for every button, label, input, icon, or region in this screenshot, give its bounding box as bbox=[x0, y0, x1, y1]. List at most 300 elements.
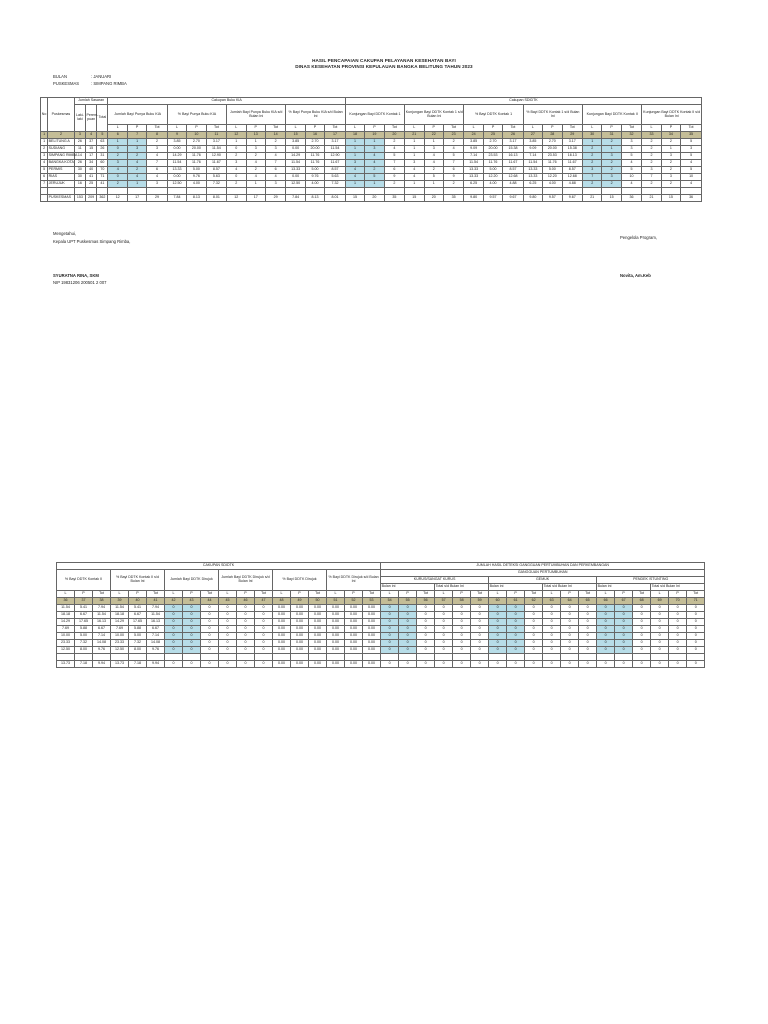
table-cell: 12.20 bbox=[543, 174, 562, 181]
table-cell: 2 bbox=[127, 167, 146, 174]
table-cell: 0 bbox=[633, 640, 651, 647]
group-g10: Kunjungan Bayi DDTK Kontak II s/d Bulan Ini bbox=[642, 105, 702, 125]
table-cell: 0 bbox=[651, 647, 669, 654]
table-cell: 0 bbox=[417, 626, 435, 633]
table-cell: 0 bbox=[471, 612, 489, 619]
total-cell: 0 bbox=[453, 661, 471, 668]
group-g7: % Bayi DDTK Kontak 1 bbox=[464, 105, 523, 125]
table-cell: 0 bbox=[615, 605, 633, 612]
table-cell: 9 bbox=[384, 174, 404, 181]
table-cell: 3 bbox=[265, 146, 285, 153]
lpt-head: L bbox=[227, 125, 246, 132]
table-cell: 0 bbox=[543, 640, 561, 647]
table-row bbox=[41, 146, 702, 153]
total-cell: 35 bbox=[384, 195, 404, 202]
table-cell: 11.67 bbox=[503, 160, 523, 167]
table-cell: 4 bbox=[147, 174, 167, 181]
table-cell: 3.85 bbox=[464, 139, 483, 146]
table-cell: 5 bbox=[681, 153, 702, 160]
column-number: 31 bbox=[602, 132, 621, 139]
table-cell: 0 bbox=[165, 619, 183, 626]
empty-cell bbox=[381, 654, 399, 661]
empty-cell bbox=[345, 188, 364, 195]
table-cell: 0 bbox=[381, 612, 399, 619]
table-cell: 11 bbox=[74, 146, 85, 153]
table-cell: 4 bbox=[227, 167, 246, 174]
table-cell: 30 bbox=[74, 167, 85, 174]
table-cell: 0 bbox=[543, 605, 561, 612]
table-cell: 1 bbox=[365, 139, 384, 146]
table-cell: 4 bbox=[424, 160, 443, 167]
table-cell: 0 bbox=[615, 647, 633, 654]
table-cell: 0 bbox=[453, 633, 471, 640]
empty-cell bbox=[661, 188, 680, 195]
empty-cell bbox=[237, 654, 255, 661]
table-cell: 0 bbox=[471, 640, 489, 647]
table-cell: 4 bbox=[108, 167, 127, 174]
table-cell: 0 bbox=[417, 619, 435, 626]
puskesmas-value: : SIMPANG RIMBA bbox=[91, 81, 127, 86]
table-cell: 3 bbox=[265, 181, 285, 188]
lpt-head: P bbox=[483, 125, 502, 132]
total-cell: 0 bbox=[399, 661, 417, 668]
table-cell: 0.00 bbox=[363, 626, 381, 633]
empty-cell bbox=[85, 188, 96, 195]
table-cell: 14.29 bbox=[57, 619, 75, 626]
column-number: 27 bbox=[523, 132, 542, 139]
table-cell: 5 bbox=[621, 153, 641, 160]
table-cell: 0 bbox=[435, 619, 453, 626]
table-cell: 0 bbox=[237, 626, 255, 633]
total-cell: 0 bbox=[579, 661, 597, 668]
lpt-head: L bbox=[286, 125, 305, 132]
table-cell: 7 bbox=[443, 160, 463, 167]
table-cell: 0.00 bbox=[363, 647, 381, 654]
table-cell: 0 bbox=[525, 626, 543, 633]
empty-cell bbox=[435, 654, 453, 661]
table-cell: 4 bbox=[265, 153, 285, 160]
total-cell: 0 bbox=[237, 661, 255, 668]
table-cell: 0 bbox=[453, 605, 471, 612]
table-cell: 0 bbox=[201, 626, 219, 633]
column-number: 12 bbox=[227, 132, 246, 139]
table-cell: 0 bbox=[687, 633, 705, 640]
lpt-head: P bbox=[365, 125, 384, 132]
table-cell: 0.00 bbox=[291, 647, 309, 654]
table-cell: 14 bbox=[74, 153, 85, 160]
table-cell: 0 bbox=[183, 626, 201, 633]
column-number: 40 bbox=[129, 598, 147, 605]
empty-cell bbox=[582, 188, 601, 195]
table-cell: 0.00 bbox=[327, 605, 345, 612]
table-cell: 0 bbox=[435, 612, 453, 619]
table-cell: 2 bbox=[227, 181, 246, 188]
table-cell: 1 bbox=[661, 146, 680, 153]
table-cell: 0 bbox=[543, 626, 561, 633]
column-number: 36 bbox=[57, 598, 75, 605]
table-cell: 2 bbox=[246, 167, 265, 174]
table-cell: 0.00 bbox=[273, 647, 291, 654]
table-cell: 7.69 bbox=[57, 626, 75, 633]
table-cell: 0 bbox=[165, 612, 183, 619]
lpt-head: Tot bbox=[309, 591, 327, 598]
column-number: 57 bbox=[435, 598, 453, 605]
table-cell: 0.00 bbox=[309, 640, 327, 647]
col-no: No bbox=[41, 98, 48, 132]
table-cell: 0 bbox=[381, 619, 399, 626]
table-cell: 12.50 bbox=[167, 181, 186, 188]
total-cell: 0 bbox=[417, 661, 435, 668]
column-number: 25 bbox=[483, 132, 502, 139]
table-cell: 0 bbox=[471, 626, 489, 633]
table-cell: 0 bbox=[561, 647, 579, 654]
table-cell: 0 bbox=[453, 647, 471, 654]
table-cell: 0 bbox=[399, 640, 417, 647]
table-cell: 3 bbox=[621, 146, 641, 153]
lpt-head: Tot bbox=[525, 591, 543, 598]
table-cell: 0 bbox=[201, 640, 219, 647]
table-cell: 11.76 bbox=[543, 160, 562, 167]
table-cell: 0.00 bbox=[309, 626, 327, 633]
total-cell: 15 bbox=[661, 195, 680, 202]
table-cell: 16.13 bbox=[93, 619, 111, 626]
table-cell: 10.00 bbox=[111, 633, 129, 640]
table-cell: 0.00 bbox=[291, 626, 309, 633]
table-cell: 0 bbox=[489, 612, 507, 619]
lpt-head: L bbox=[57, 591, 75, 598]
table-cell: 4 bbox=[681, 160, 702, 167]
table-cell: 11.54 bbox=[464, 160, 483, 167]
total-cell: 0 bbox=[633, 661, 651, 668]
table-cell: 9 bbox=[443, 174, 463, 181]
table-cell: 0 bbox=[435, 633, 453, 640]
table-cell: 3 bbox=[582, 167, 601, 174]
table-cell: 23.33 bbox=[57, 640, 75, 647]
column-number: 38 bbox=[93, 598, 111, 605]
empty-cell bbox=[363, 654, 381, 661]
column-number: 16 bbox=[305, 132, 324, 139]
empty-cell bbox=[183, 654, 201, 661]
empty-cell bbox=[597, 654, 615, 661]
table-cell: 0 bbox=[687, 647, 705, 654]
table-cell: 25 bbox=[85, 181, 96, 188]
table-cell: 3 bbox=[602, 174, 621, 181]
table-cell: 0 bbox=[453, 619, 471, 626]
table-cell: 9.76 bbox=[93, 647, 111, 654]
lpt-head: P bbox=[602, 125, 621, 132]
table-cell: 3.17 bbox=[325, 139, 346, 146]
total-cell: 7.84 bbox=[286, 195, 305, 202]
column-number: 20 bbox=[384, 132, 404, 139]
table-cell: 0 bbox=[237, 647, 255, 654]
column-number: 39 bbox=[111, 598, 129, 605]
table-cell: 70 bbox=[97, 167, 108, 174]
table-cell: 0 bbox=[543, 633, 561, 640]
table-cell: 0 bbox=[633, 633, 651, 640]
table-cell: 0 bbox=[165, 626, 183, 633]
table-cell: 0 bbox=[579, 633, 597, 640]
kurus-total-sd: Total s/d Bulan Ini bbox=[435, 584, 489, 591]
table-cell: 5.00 bbox=[187, 167, 206, 174]
table-cell: 0 bbox=[543, 647, 561, 654]
empty-cell bbox=[681, 188, 702, 195]
table-cell: 34 bbox=[85, 160, 96, 167]
table-cell: 11.76 bbox=[187, 160, 206, 167]
column-number: 10 bbox=[187, 132, 206, 139]
table-cell: 17.65 bbox=[129, 619, 147, 626]
group-g2: % Bayi Punya Buku KIA bbox=[167, 105, 226, 125]
lpt-head: P bbox=[246, 125, 265, 132]
table-cell: 0.00 bbox=[167, 146, 186, 153]
empty-cell bbox=[579, 654, 597, 661]
table-cell: 2 bbox=[365, 167, 384, 174]
table-cell: 0.00 bbox=[345, 605, 363, 612]
empty-cell bbox=[471, 654, 489, 661]
table-cell: 3 bbox=[602, 153, 621, 160]
table-cell: 11.54 bbox=[57, 605, 75, 612]
table-cell: 2 bbox=[265, 139, 285, 146]
table-cell: 7 bbox=[41, 181, 48, 188]
total-cell: 0 bbox=[381, 661, 399, 668]
table-cell: 0 bbox=[579, 612, 597, 619]
spacer-row bbox=[57, 654, 705, 661]
table-cell: 0 bbox=[597, 612, 615, 619]
total-cell: 0.00 bbox=[363, 661, 381, 668]
column-number: 58 bbox=[453, 598, 471, 605]
table-cell: 0 bbox=[615, 612, 633, 619]
table-cell: 0 bbox=[201, 619, 219, 626]
column-number: 30 bbox=[582, 132, 601, 139]
table-cell: 2 bbox=[108, 181, 127, 188]
table-cell: 0.00 bbox=[345, 640, 363, 647]
table-cell: 0 bbox=[381, 647, 399, 654]
lpt-head: P bbox=[129, 591, 147, 598]
table-cell: 0 bbox=[561, 612, 579, 619]
column-number: 17 bbox=[325, 132, 346, 139]
table-cell: 0 bbox=[615, 626, 633, 633]
lpt-head: P bbox=[661, 125, 680, 132]
table-cell: 11.54 bbox=[206, 146, 226, 153]
total-cell: 0 bbox=[219, 661, 237, 668]
total-cell: 0.00 bbox=[291, 661, 309, 668]
total-cell: 0 bbox=[525, 661, 543, 668]
column-number: 1 bbox=[41, 132, 48, 139]
group-g6: Kunjungan Bayi DDTK Kontak 1 s/d Bulan Ini bbox=[405, 105, 464, 125]
column-number: 67 bbox=[615, 598, 633, 605]
table-cell: 1 bbox=[424, 139, 443, 146]
table-cell: 0.00 bbox=[363, 605, 381, 612]
lpt-head: Tot bbox=[471, 591, 489, 598]
lpt-head: P bbox=[291, 591, 309, 598]
table-cell: 7 bbox=[582, 174, 601, 181]
table-cell: 0 bbox=[219, 612, 237, 619]
table-cell: 2 bbox=[602, 181, 621, 188]
empty-cell bbox=[41, 188, 48, 195]
table-cell: 0.00 bbox=[291, 633, 309, 640]
table-cell: 1 bbox=[582, 139, 601, 146]
lpt-head: Tot bbox=[201, 591, 219, 598]
total-cell: 0 bbox=[165, 661, 183, 668]
table-cell: 2 bbox=[246, 153, 265, 160]
table-cell: 0 bbox=[525, 647, 543, 654]
table-cell: 6 bbox=[41, 174, 48, 181]
group-h6: % Bayi DDTK Dirujuk s/d Bulan Ini bbox=[327, 570, 381, 591]
table-cell: 0.00 bbox=[327, 612, 345, 619]
column-number: 45 bbox=[219, 598, 237, 605]
empty-cell bbox=[201, 654, 219, 661]
total-cell: 0 bbox=[471, 661, 489, 668]
table-row bbox=[41, 139, 702, 146]
table-cell: 0 bbox=[507, 612, 525, 619]
table-cell: 3 bbox=[147, 181, 167, 188]
table-cell: PERMIS bbox=[48, 167, 75, 174]
total-cell: 12 bbox=[227, 195, 246, 202]
lpt-head: P bbox=[424, 125, 443, 132]
table-cell: 2 bbox=[147, 139, 167, 146]
column-number: 65 bbox=[579, 598, 597, 605]
total-cell: 15 bbox=[405, 195, 424, 202]
table-cell: 3 bbox=[246, 146, 265, 153]
table-cell: 0 bbox=[543, 619, 561, 626]
table-cell: 37 bbox=[85, 139, 96, 146]
table-cell: 6 bbox=[147, 167, 167, 174]
total-cell: 7.84 bbox=[167, 195, 186, 202]
table-cell: 18.18 bbox=[111, 612, 129, 619]
table-cell: 7 bbox=[642, 174, 661, 181]
table-cell: 26 bbox=[74, 139, 85, 146]
table-cell: 0 bbox=[417, 633, 435, 640]
total-cell: 0 bbox=[543, 661, 561, 668]
table-cell: 0 bbox=[237, 605, 255, 612]
empty-cell bbox=[147, 188, 167, 195]
table-cell: 8.57 bbox=[325, 167, 346, 174]
table-cell: 0.00 bbox=[327, 633, 345, 640]
table-cell: 14.08 bbox=[147, 640, 165, 647]
total-cell: 20 bbox=[365, 195, 384, 202]
total-cell: PUSKESMAS bbox=[48, 195, 75, 202]
column-number: 28 bbox=[543, 132, 562, 139]
lpt-head: P bbox=[507, 591, 525, 598]
sig-right-name: Novita, Am.Keb bbox=[620, 273, 651, 278]
table-cell: 0 bbox=[687, 605, 705, 612]
table-cell: 4 bbox=[246, 174, 265, 181]
table-cell: 0 bbox=[507, 647, 525, 654]
group-g3: Jumlah Bayi Punya Buku KIA s/d Bulan Ini bbox=[227, 105, 286, 125]
lpt-head: L bbox=[651, 591, 669, 598]
table-cell: 11.76 bbox=[305, 153, 324, 160]
total-cell: 8.13 bbox=[187, 195, 206, 202]
sig-left-line2: Kepala UPT Puskesmas Simpang Rimba, bbox=[53, 239, 131, 244]
lpt-head: Tot bbox=[562, 125, 582, 132]
table-cell: 17.65 bbox=[75, 619, 93, 626]
table-cell: 0 bbox=[381, 640, 399, 647]
table-cell: 7.32 bbox=[206, 181, 226, 188]
table-cell: 4 bbox=[621, 160, 641, 167]
table-cell: 5.00 bbox=[75, 633, 93, 640]
table-cell: 3 bbox=[621, 139, 641, 146]
lpt-head: L bbox=[165, 591, 183, 598]
col-perempuan: Perem-puan bbox=[85, 105, 96, 132]
total-cell: 0 bbox=[651, 661, 669, 668]
table-cell: 11.54 bbox=[523, 160, 542, 167]
table-cell: 13.33 bbox=[464, 167, 483, 174]
table-cell: 2 bbox=[642, 181, 661, 188]
sig-left-name: SYURATNA RINA, SKM bbox=[53, 273, 99, 278]
group-cakupan-sdidtk-2: CAKUPAN SDIDTK bbox=[57, 563, 381, 570]
table-cell: 0 bbox=[219, 605, 237, 612]
table-cell: SIMPANG RIMBA bbox=[48, 153, 75, 160]
table-cell: 0.00 bbox=[309, 647, 327, 654]
table-cell: 3 bbox=[108, 160, 127, 167]
empty-cell bbox=[187, 188, 206, 195]
table-cell: 0 bbox=[615, 640, 633, 647]
table-cell: 0 bbox=[453, 626, 471, 633]
table-cell: 31 bbox=[97, 153, 108, 160]
table-cell: 15 bbox=[85, 146, 96, 153]
empty-cell bbox=[525, 654, 543, 661]
lpt-header-row bbox=[41, 125, 702, 132]
column-number: 24 bbox=[464, 132, 483, 139]
table-cell: 6.67 bbox=[75, 612, 93, 619]
total-cell: 0 bbox=[561, 661, 579, 668]
table-cell: 0 bbox=[669, 647, 687, 654]
table-cell: 4 bbox=[265, 174, 285, 181]
group-kurus: KURUS/SANGAT KURUS bbox=[381, 577, 489, 584]
table-cell: 0 bbox=[669, 612, 687, 619]
empty-cell bbox=[129, 654, 147, 661]
table-cell: 7.94 bbox=[147, 605, 165, 612]
lpt-head: P bbox=[561, 591, 579, 598]
table-cell: 0 bbox=[687, 626, 705, 633]
lpt-head: P bbox=[399, 591, 417, 598]
lpt-head: L bbox=[381, 591, 399, 598]
table-cell: 0 bbox=[219, 619, 237, 626]
table-cell: 17 bbox=[85, 153, 96, 160]
total-cell: 0.00 bbox=[327, 661, 345, 668]
total-cell: 9.94 bbox=[93, 661, 111, 668]
table-cell: 15.38 bbox=[562, 146, 582, 153]
group-g8: % Bayi DDTK Kontak 1 s/d Bulan Ini bbox=[523, 105, 582, 125]
table-cell: 6 bbox=[384, 167, 404, 174]
table-cell: 11.54 bbox=[167, 160, 186, 167]
empty-cell bbox=[165, 654, 183, 661]
table-cell: 0 bbox=[183, 605, 201, 612]
table-cell: 13.33 bbox=[286, 167, 305, 174]
table-cell: 8.57 bbox=[562, 167, 582, 174]
table-cell: 0 bbox=[183, 633, 201, 640]
table-cell: 6.25 bbox=[464, 181, 483, 188]
table-cell: 4 bbox=[365, 160, 384, 167]
lpt-head: P bbox=[345, 591, 363, 598]
empty-cell bbox=[621, 188, 641, 195]
lpt-head: L bbox=[489, 591, 507, 598]
table-cell: 9.76 bbox=[147, 647, 165, 654]
table-cell: 2 bbox=[661, 181, 680, 188]
total-cell: 9.80 bbox=[464, 195, 483, 202]
column-number: 41 bbox=[147, 598, 165, 605]
table-cell: 14.29 bbox=[167, 153, 186, 160]
table-cell: 40 bbox=[85, 167, 96, 174]
table-cell: 3 bbox=[345, 160, 364, 167]
empty-cell bbox=[543, 654, 561, 661]
table-cell: 5.00 bbox=[305, 167, 324, 174]
column-number: 7 bbox=[127, 132, 146, 139]
table-cell: 2 bbox=[642, 146, 661, 153]
group-cakupan-kia: Cakupan Buku KIA bbox=[108, 98, 345, 105]
table-cell: 0 bbox=[471, 633, 489, 640]
puskesmas-row bbox=[53, 81, 127, 86]
total-cell: 362 bbox=[97, 195, 108, 202]
